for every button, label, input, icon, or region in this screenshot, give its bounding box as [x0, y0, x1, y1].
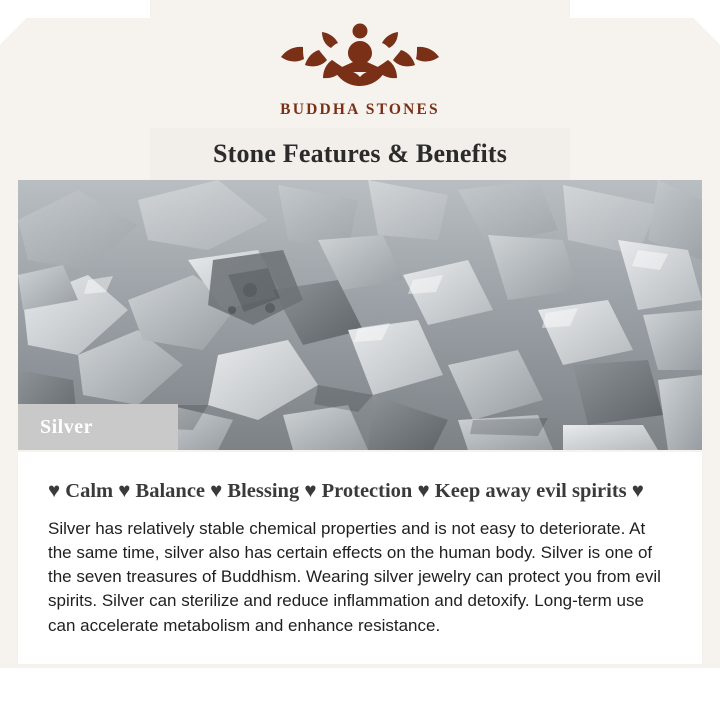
page-title: Stone Features & Benefits: [212, 139, 508, 168]
brand-name: BUDDHA STONES: [280, 101, 440, 118]
stone-name-tag: [18, 404, 178, 450]
brand-header: [0, 14, 720, 119]
stone-name: Silver: [40, 415, 93, 438]
lotus-meditation-icon: [0, 14, 720, 97]
stone-keywords: ♥ Calm ♥ Balance ♥ Blessing ♥ Protection ♥ Keep away evil spirits ♥: [48, 480, 644, 502]
stone-description: Silver has relatively stable chemical properties and is not easy to deteriorate. At the same time, silver also has certain effects on the human body. Silver is one of the seven treasures of Buddhism. Wearing silver jewelry can protect you from evil spirits. Silver can sterilize and reduce inflammation and detoxify. Long-term use can accelerate metabolism and enhance resistance.: [48, 519, 661, 635]
section-title-band: [150, 128, 570, 180]
footer-strip: [0, 668, 720, 720]
stone-description-block: [18, 452, 702, 664]
